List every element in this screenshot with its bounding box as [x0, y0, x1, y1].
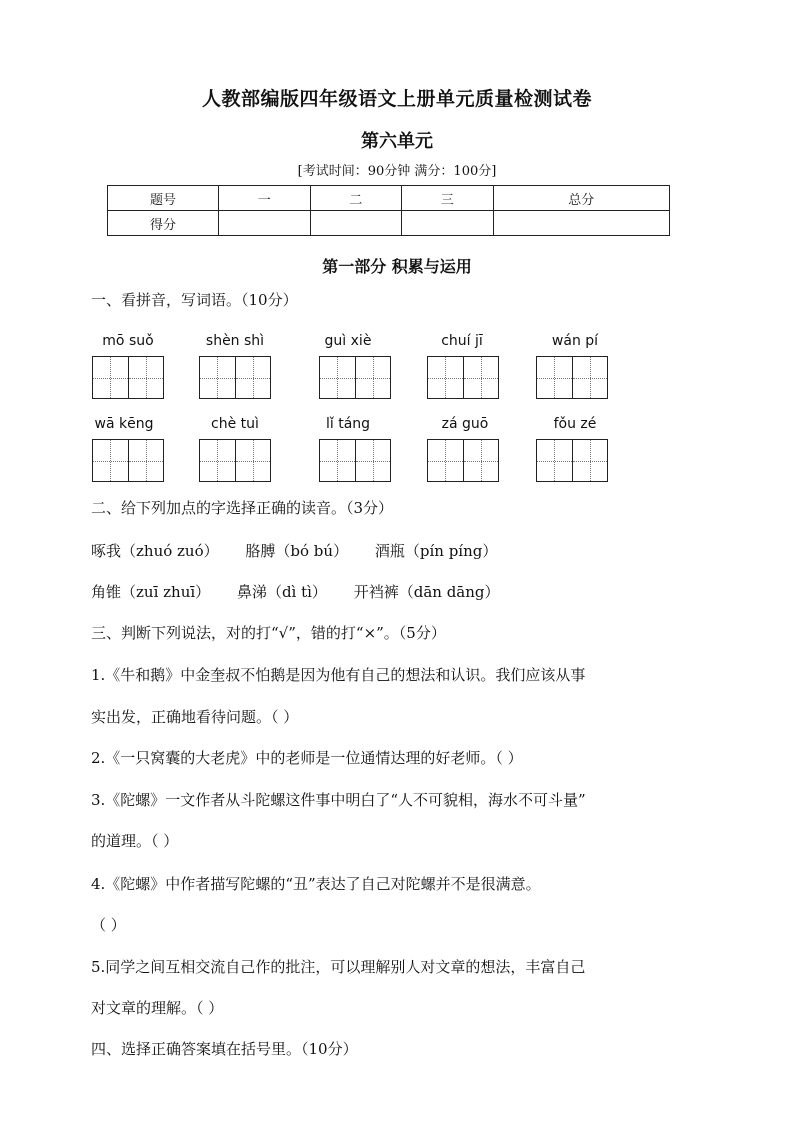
judgement-item-text: 4.《陀螺》中作者描写陀螺的“丑”表达了自己对陀螺并不是很满意。: [91, 875, 541, 893]
page-title: 人教部编版四年级语文上册单元质量检测试卷: [201, 88, 592, 110]
judgement-item-text: 对文章的理解。（ ）: [91, 999, 224, 1017]
question-1-heading: 一、看拼音，写词语。（10分）: [91, 291, 298, 309]
reading-choice: 开裆裤（dān dāng）: [353, 583, 500, 601]
judgement-item-text: 3.《陀螺》一文作者从斗陀螺这件事中明白了“人不可貌相，海水不可斗量”: [91, 791, 586, 809]
writing-grid[interactable]: [92, 356, 164, 399]
writing-grid[interactable]: [427, 439, 499, 482]
reading-choice-line: [91, 540, 519, 561]
judgement-item-text: 的道理。（ ）: [91, 832, 179, 850]
reading-choice: 啄我（zhuó zuó）: [91, 542, 219, 560]
score-cell[interactable]: [402, 211, 494, 236]
part-title: 第一部分 积累与运用: [322, 257, 472, 276]
score-header-cell: 三: [402, 186, 494, 211]
score-header-cell: 总分: [493, 186, 669, 211]
pinyin-label: shèn shì: [205, 333, 265, 349]
judgement-item-text: 1.《牛和鹅》中金奎叔不怕鹅是因为他有自己的想法和认识。我们应该从事: [91, 666, 586, 684]
reading-choice: 酒瓶（pín píng）: [374, 542, 498, 560]
pinyin-label: chè tuì: [211, 416, 259, 432]
score-row-label: 得分: [108, 211, 219, 236]
writing-grid[interactable]: [199, 356, 271, 399]
pinyin-label: fǒu zé: [553, 416, 597, 432]
score-table: [107, 185, 670, 236]
reading-choice-line: [91, 581, 522, 602]
pinyin-label: wā kēng: [94, 416, 154, 432]
score-header-cell: 题号: [108, 186, 219, 211]
score-cell[interactable]: [493, 211, 669, 236]
pinyin-label: lǐ táng: [325, 416, 371, 432]
reading-choice: 胳膊（bó bú）: [245, 542, 349, 560]
judgement-item-text: 实出发，正确地看待问题。（ ）: [91, 708, 299, 726]
writing-grid[interactable]: [319, 356, 391, 399]
reading-choice: 角锥（zuī zhuī）: [91, 583, 211, 601]
pinyin-label: chuí jī: [441, 333, 483, 349]
score-table-header-row: [108, 186, 670, 211]
exam-info: [考试时间：90分钟 满分：100分]: [297, 164, 497, 179]
writing-grid[interactable]: [92, 439, 164, 482]
score-header-cell: 二: [310, 186, 402, 211]
score-cell[interactable]: [219, 211, 311, 236]
question-3-heading: 三、判断下列说法，对的打“√”，错的打“×”。（5分）: [91, 624, 446, 642]
reading-choice: 鼻涕（dì tì）: [236, 583, 327, 601]
pinyin-label: guì xiè: [324, 333, 372, 349]
judgement-item-text: 5.同学之间互相交流自己作的批注，可以理解别人对文章的想法，丰富自己: [91, 958, 586, 976]
score-table-score-row: [108, 211, 670, 236]
pinyin-label: wán pí: [551, 333, 599, 349]
pinyin-label: zá guō: [441, 416, 489, 432]
writing-grid[interactable]: [427, 356, 499, 399]
score-header-cell: 一: [219, 186, 311, 211]
pinyin-label: mō suǒ: [102, 333, 154, 349]
unit-subtitle: 第六单元: [361, 131, 433, 152]
writing-grid[interactable]: [536, 439, 608, 482]
writing-grid[interactable]: [319, 439, 391, 482]
score-cell[interactable]: [310, 211, 402, 236]
judgement-item-text: （ ）: [91, 916, 126, 934]
judgement-item-text: 2.《一只窝囊的大老虎》中的老师是一位通情达理的好老师。（ ）: [91, 749, 523, 767]
question-2-heading: 二、给下列加点的字选择正确的读音。（3分）: [91, 499, 394, 517]
question-4-heading: 四、选择正确答案填在括号里。（10分）: [91, 1040, 358, 1058]
writing-grid[interactable]: [536, 356, 608, 399]
writing-grid[interactable]: [199, 439, 271, 482]
